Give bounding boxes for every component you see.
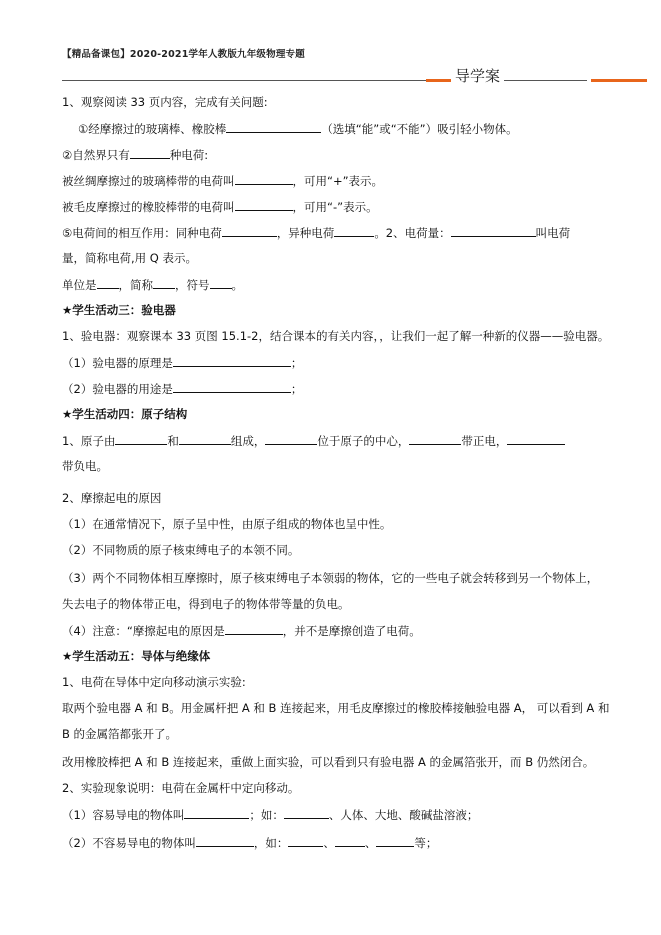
text-run: 带正电， <box>461 434 508 448</box>
text-run: 种电荷: <box>169 148 209 162</box>
text-run: ①经摩擦过的玻璃棒、橡胶棒 <box>78 122 227 136</box>
text-run: 量，简称电荷,用 Q 表示。 <box>62 251 198 265</box>
fill-in-blank[interactable] <box>235 173 293 185</box>
text-run: 。 <box>231 278 243 292</box>
fill-in-blank[interactable] <box>335 835 365 847</box>
text-line <box>62 95 268 109</box>
text-line <box>62 807 478 822</box>
text-run: ，如： <box>253 836 289 850</box>
text-line <box>62 675 246 689</box>
text-run: 。2、电荷量： <box>374 226 451 240</box>
text-run: 组成， <box>230 434 266 448</box>
text-run: ②自然界只有 <box>62 148 130 162</box>
text-line <box>78 121 518 136</box>
text-run: 1、电荷在导体中定向移动演示实验: <box>62 675 246 689</box>
fill-in-blank[interactable] <box>334 225 374 237</box>
text-run: 带负电。 <box>62 459 108 473</box>
text-line <box>62 277 243 292</box>
fill-in-blank[interactable] <box>288 835 323 847</box>
text-line <box>62 781 299 795</box>
text-run: （1）在通常情况下，原子呈中性，由原子组成的物体也呈中性。 <box>62 517 392 531</box>
text-line <box>62 491 161 505</box>
fill-in-blank[interactable] <box>153 277 175 289</box>
text-run: （4）注意：“摩擦起电的原因是 <box>62 624 225 638</box>
fill-in-blank[interactable] <box>210 277 232 289</box>
fill-in-blank[interactable] <box>115 433 167 445</box>
text-line <box>62 355 302 370</box>
text-run: 被毛皮摩擦过的橡胶棒带的电荷叫 <box>62 200 235 214</box>
section-heading <box>62 649 210 663</box>
text-line <box>62 459 108 473</box>
fill-in-blank[interactable] <box>173 381 291 393</box>
text-run: 位于原子的中心， <box>317 434 410 448</box>
header-rule <box>62 74 587 86</box>
text-run: （1）容易导电的物体叫 <box>62 808 185 822</box>
text-run: 1、原子由 <box>62 434 116 448</box>
text-line <box>62 623 421 638</box>
fill-in-blank[interactable] <box>97 277 119 289</box>
text-line <box>62 433 565 448</box>
fill-in-blank[interactable] <box>284 807 329 819</box>
text-run: ，异种电荷 <box>276 226 335 240</box>
text-run: （选填“能”或“不能”）吸引轻小物体。 <box>321 122 518 136</box>
text-run: 、 <box>323 836 335 850</box>
fill-in-blank[interactable] <box>507 433 565 445</box>
text-run: 叫电荷 <box>535 226 571 240</box>
text-run: ，可用“+”表示。 <box>292 174 384 188</box>
text-run: 单位是 <box>62 278 97 292</box>
text-line <box>62 517 391 531</box>
text-run: 被丝绸摩擦过的玻璃棒带的电荷叫 <box>62 174 235 188</box>
text-line <box>62 835 437 850</box>
text-run: ； <box>290 356 303 370</box>
text-line <box>62 381 302 396</box>
fill-in-blank[interactable] <box>409 433 461 445</box>
text-line <box>62 755 594 769</box>
text-line <box>62 543 299 557</box>
text-run: （2）验电器的用途是 <box>62 382 173 396</box>
text-run: ，可用“-”表示。 <box>292 200 378 214</box>
header-divider <box>62 80 587 81</box>
text-run: （1）验电器的原理是 <box>62 356 173 370</box>
section-heading <box>62 407 187 421</box>
text-run: ⑤电荷间的相互作用：同种电荷 <box>62 226 222 240</box>
text-run: ★学生活动五：导体与绝缘体 <box>62 649 211 663</box>
text-line <box>62 571 598 585</box>
text-run: ；如： <box>249 808 284 822</box>
text-run: B 的金属箔都张开了。 <box>62 727 178 741</box>
text-run: 失去电子的物体带正电，得到电子的物体带等量的负电。 <box>62 597 350 611</box>
text-run: 1、观察阅读 33 页内容，完成有关问题: <box>62 95 268 109</box>
text-run: ，简称 <box>118 278 153 292</box>
text-run: 2、摩擦起电的原因 <box>62 491 162 505</box>
section-heading <box>62 303 176 317</box>
text-run: ★学生活动四：原子结构 <box>62 407 188 421</box>
accent-bar-right <box>591 79 647 82</box>
text-run: （3）两个不同物体相互摩擦时，原子核束缚电子本领弱的物体，它的一些电子就会转移到另一个物体上， <box>62 571 599 585</box>
fill-in-blank[interactable] <box>179 433 231 445</box>
text-run: 、人体、大地、酸碱盐溶液； <box>328 808 479 822</box>
text-line <box>62 329 609 343</box>
text-run: 2、实验现象说明：电荷在金属杆中定向移动。 <box>62 781 300 795</box>
fill-in-blank[interactable] <box>226 121 321 133</box>
text-run: 改用橡胶棒把 A 和 B 连接起来，重做上面实验，可以看到只有验电器 A 的金属箔张开，而 B 仍然闭合。 <box>62 755 595 769</box>
fill-in-blank[interactable] <box>225 623 283 635</box>
brand-label: 导学案 <box>451 65 504 86</box>
text-line <box>62 225 570 240</box>
text-line <box>62 597 350 611</box>
fill-in-blank[interactable] <box>130 147 170 159</box>
text-run: ，并不是摩擦创造了电荷。 <box>282 624 421 638</box>
fill-in-blank[interactable] <box>235 199 293 211</box>
text-line <box>62 147 208 162</box>
text-line <box>62 727 177 741</box>
fill-in-blank[interactable] <box>451 225 536 237</box>
text-line <box>62 199 378 214</box>
fill-in-blank[interactable] <box>173 355 291 367</box>
text-run: （2）不同物质的原子核束缚电子的本领不同。 <box>62 543 300 557</box>
text-run: 、 <box>364 836 377 850</box>
fill-in-blank[interactable] <box>184 807 249 819</box>
text-run: ，符号 <box>175 278 210 292</box>
text-run: 取两个验电器 A 和 B。用金属杆把 A 和 B 连接起来，用毛皮摩擦过的橡胶棒接触验电器 A， 可以看到 A 和 <box>62 701 610 715</box>
text-line <box>62 173 383 188</box>
text-run: ★学生活动三：验电器 <box>62 303 176 317</box>
header-series-title: 【精品备课包】2020-2021学年人教版九年级物理专题 <box>62 49 305 60</box>
text-run: 1、验电器：观察课本 33 页图 15.1-2，结合课本的有关内容，，让我们一起了解一种新的仪器——验电器。 <box>62 329 610 343</box>
text-line <box>62 251 197 265</box>
fill-in-blank[interactable] <box>265 433 317 445</box>
text-run: 和 <box>167 434 179 448</box>
text-run: 等； <box>414 836 438 850</box>
fill-in-blank[interactable] <box>376 835 414 847</box>
text-run: ； <box>290 382 303 396</box>
fill-in-blank[interactable] <box>196 835 254 847</box>
text-line <box>62 701 609 715</box>
text-run: （2）不容易导电的物体叫 <box>62 836 196 850</box>
fill-in-blank[interactable] <box>222 225 277 237</box>
